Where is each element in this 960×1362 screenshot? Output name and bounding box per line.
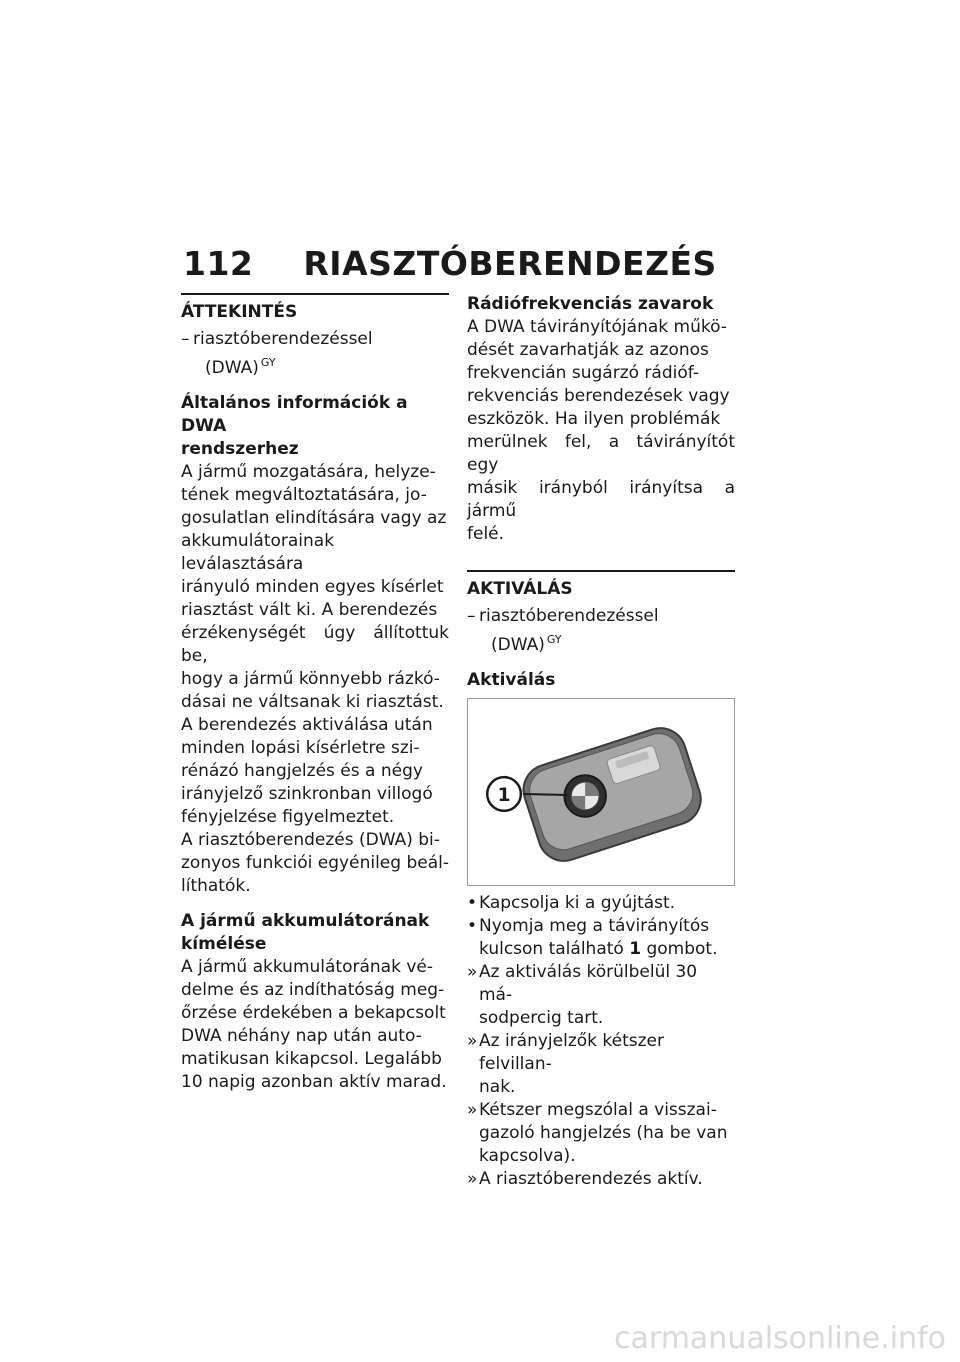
- overview-title: ÁTTEKINTÉS: [181, 302, 298, 322]
- text-line: zonyos funkciói egyénileg beál-: [181, 852, 449, 873]
- text-line: minden lopási kísérletre szi-: [181, 737, 420, 758]
- text-line: delme és az indíthatóság meg-: [181, 979, 445, 1000]
- ref-sup: GY: [260, 356, 276, 369]
- text-line: dásai ne váltsanak ki riasztást.: [181, 691, 444, 712]
- ref-dash: –: [467, 606, 476, 626]
- callout-line: [524, 794, 568, 795]
- activation-subtitle: Aktiválás: [467, 669, 556, 690]
- text-line: eszközök. Ha ilyen problémák: [467, 409, 721, 429]
- remote-key-figure: [467, 698, 735, 886]
- general-info-text: [181, 461, 449, 898]
- text-line: frekvencián sugárzó rádióf-: [467, 363, 699, 383]
- text-line: hogy a jármű könnyebb rázkó-: [181, 668, 440, 689]
- text-line: A berendezés aktiválása után: [181, 714, 433, 735]
- list-item: » Az aktiválás körülbelül 30 má- sodpercig tart.: [467, 961, 698, 1028]
- ref-line1: riasztóberendezéssel: [479, 606, 659, 626]
- radio-interference-text: [467, 316, 735, 546]
- text-line: dését zavarhatják az azonos: [467, 340, 709, 360]
- list-item: » A riasztóberendezés aktív.: [467, 1168, 703, 1189]
- list-item: • Kapcsolja ki a gyújtást.: [467, 892, 676, 913]
- text-line: irányuló minden egyes kísérlet: [181, 576, 444, 597]
- text-line: riasztást vált ki. A berendezés: [181, 599, 438, 620]
- ref-line1: riasztóberendezéssel: [193, 329, 373, 349]
- ref-line2: (DWA): [205, 357, 259, 378]
- text-line: őrzése érdekében a bekapcsolt: [181, 1002, 446, 1023]
- text-line: merülnek fel, a távirányítót egy: [467, 432, 735, 475]
- text-line: másik irányból irányítsa a jármű: [467, 478, 735, 521]
- left-column: [181, 293, 449, 1094]
- text-line: felé.: [467, 524, 505, 544]
- text-line: líthatók.: [181, 875, 251, 896]
- watermark: carmanualsonline.info: [614, 1321, 946, 1356]
- callout-number: 1: [497, 784, 511, 806]
- section-rule: [467, 570, 735, 572]
- section-rule: [181, 293, 449, 295]
- bmw-logo-button: [564, 775, 606, 817]
- text-line: A jármű akkumulátorának vé-: [181, 956, 434, 977]
- text-line: rekvenciás berendezések vagy: [467, 386, 730, 406]
- activation-title: AKTIVÁLÁS: [467, 579, 573, 599]
- text-line: akkumulátorainak leválasztására: [181, 530, 335, 574]
- text-line: matikusan kikapcsol. Legalább: [181, 1048, 442, 1069]
- text-line: irányjelző szinkronban villogó: [181, 783, 433, 804]
- page-header: [183, 244, 717, 283]
- radio-interference-title: Rádiófrekvenciás zavarok: [467, 294, 714, 314]
- text-line: A riasztóberendezés (DWA) bi-: [181, 829, 440, 850]
- page-number: 112: [183, 244, 254, 283]
- text-line: fényjelzése figyelmeztet.: [181, 806, 395, 827]
- text-line: A jármű mozgatására, helyze-: [181, 461, 436, 482]
- general-info-title: Általános információk a DWA rendszerhez: [181, 392, 408, 459]
- right-column: [467, 293, 735, 1191]
- battery-title: A jármű akkumulátorának kímélése: [181, 910, 430, 954]
- remote-key-illustration: [468, 699, 734, 885]
- activation-equipment-ref: [467, 605, 735, 657]
- ref-line2: (DWA): [491, 634, 545, 655]
- ref-dash: –: [181, 329, 190, 349]
- text-line: rénázó hangjelzés és a négy: [181, 760, 423, 781]
- list-item: » Kétszer megszólal a visszai- gazoló hangjelzés (ha be van kapcsolva).: [467, 1099, 728, 1166]
- text-line: érzékenységét úgy állítottuk be,: [181, 622, 449, 666]
- page-title: RIASZTÓBERENDEZÉS: [303, 244, 717, 283]
- text-line: gosulatlan elindítására vagy az: [181, 507, 447, 528]
- ref-sup: GY: [546, 633, 562, 646]
- activation-steps: [467, 892, 735, 1191]
- text-line: 10 napig azonban aktív marad.: [181, 1071, 447, 1092]
- battery-text: [181, 956, 449, 1094]
- list-item: » Az irányjelzők kétszer felvillan- nak.: [467, 1030, 664, 1097]
- overview-equipment-ref: [181, 328, 449, 380]
- list-item: • Nyomja meg a távirányítós kulcson található 1 gombot.: [467, 915, 718, 959]
- text-line: DWA néhány nap után auto-: [181, 1025, 422, 1046]
- text-line: tének megváltoztatására, jo-: [181, 484, 427, 505]
- text-line: A DWA távirányítójának műkö-: [467, 317, 727, 337]
